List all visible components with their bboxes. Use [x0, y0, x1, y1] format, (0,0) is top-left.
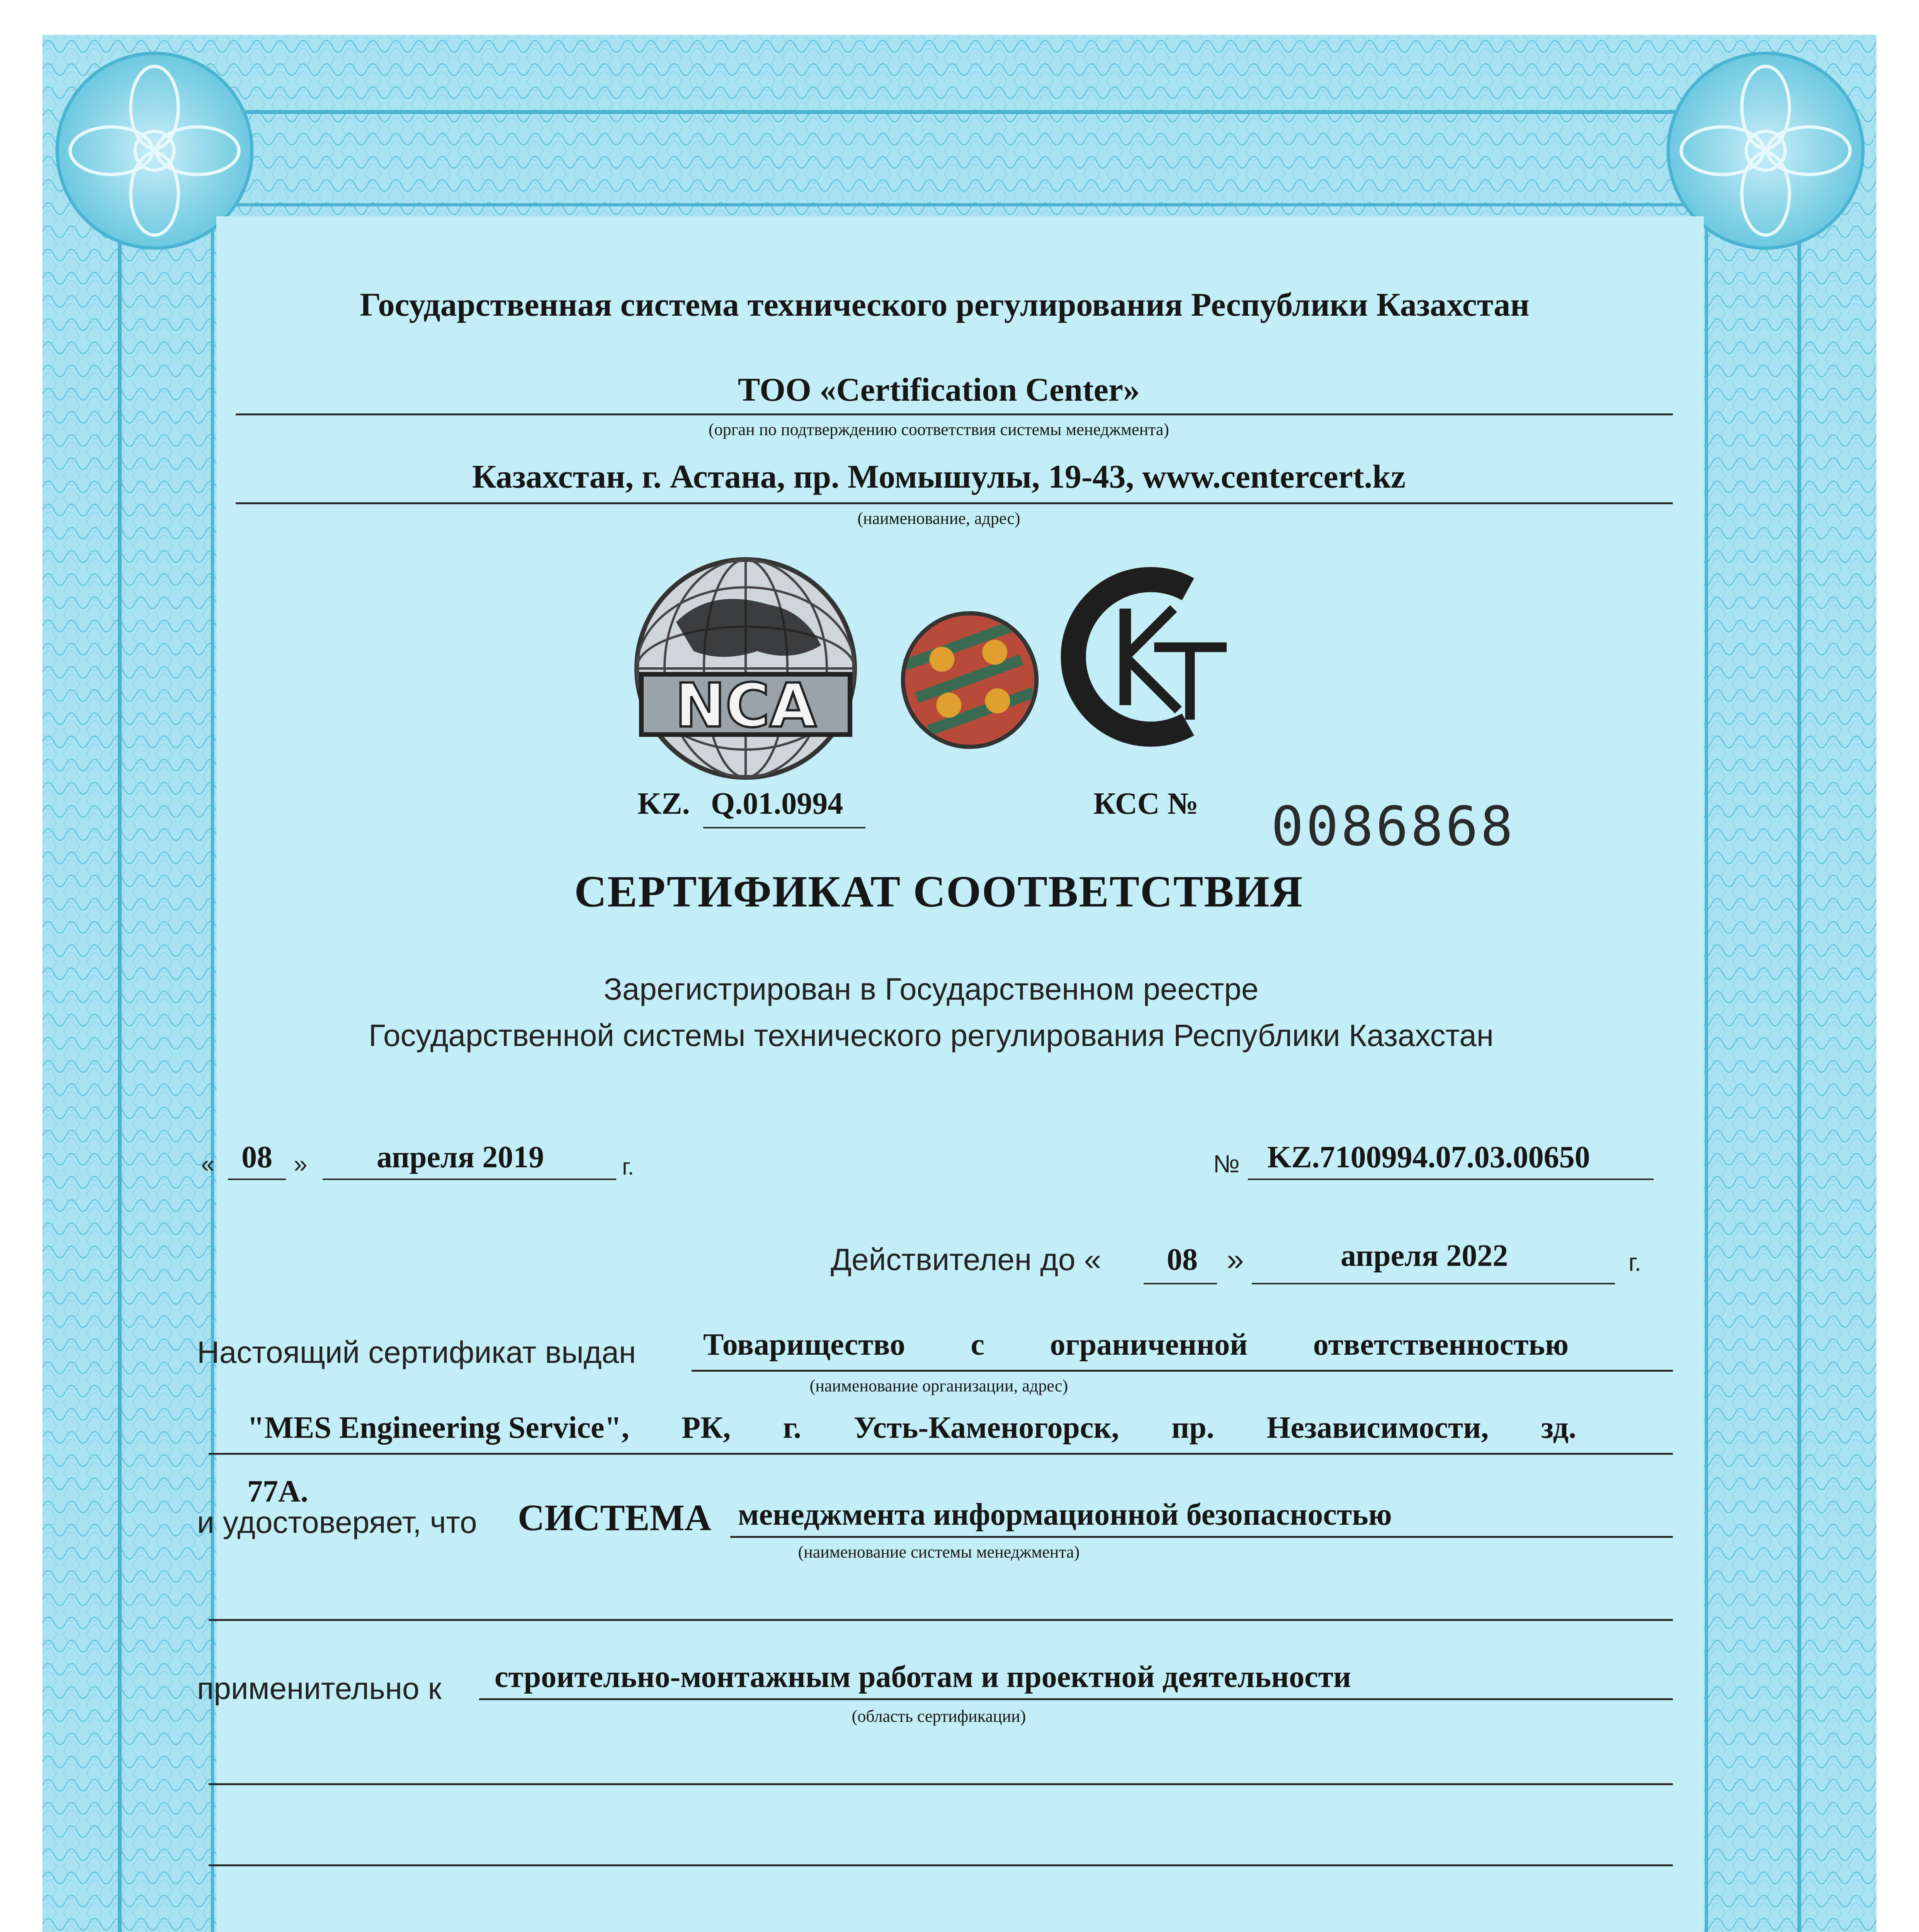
issued-to-word: г. — [783, 1411, 801, 1445]
certificate-number: KZ.7100994.07.03.00650 — [1267, 1140, 1590, 1174]
issue-day: 08 — [241, 1140, 272, 1174]
kss-label: КСС № — [1093, 787, 1198, 821]
scope-label: применительно к — [197, 1671, 442, 1706]
nca-globe-logo — [626, 553, 865, 784]
issued-to-line-1 — [703, 1329, 1569, 1360]
system-caption: (наименование системы менеджмента) — [798, 1543, 1080, 1561]
issue-quote-open: « — [201, 1150, 215, 1178]
system-underline — [730, 1536, 1673, 1538]
valid-date-underline — [1252, 1283, 1615, 1284]
org-caption: (орган по подтверждению соответствия системы менеджмента) — [708, 420, 1169, 439]
issue-date-underline — [323, 1179, 616, 1180]
kz-label: KZ. — [637, 787, 690, 821]
valid-day-underline — [1144, 1283, 1217, 1284]
kt-logo-text: KT — [1043, 550, 1045, 551]
nca-logo-text: NCA — [675, 670, 816, 741]
issue-day-underline — [228, 1179, 286, 1180]
blank-line — [209, 1783, 1673, 1785]
issued-to-word: РК, — [682, 1411, 731, 1445]
scope-caption: (область сертификации) — [852, 1707, 1026, 1726]
scope-value: строительно-монтажным работам и проектной деятельности — [495, 1660, 1351, 1694]
issued-to-line-3: 77А. — [247, 1475, 308, 1509]
issue-quote-close: » — [294, 1150, 308, 1178]
blank-line — [209, 1864, 1673, 1866]
issued-to-word: Товарищество — [703, 1328, 906, 1362]
issue-year-suffix: г. — [622, 1154, 634, 1180]
kz-underline — [703, 827, 865, 828]
blank-line — [209, 1619, 1673, 1621]
issued-to-word: ограниченной — [1050, 1328, 1248, 1362]
kz-number: Q.01.0994 — [711, 787, 843, 821]
address-caption: (наименование, адрес) — [857, 509, 1020, 528]
registered-line-2: Государственной системы технического регулирования Республики Казахстан — [369, 1018, 1494, 1053]
issued-to-word: пр. — [1171, 1411, 1214, 1445]
issued-to-caption: (наименование организации, адрес) — [809, 1376, 1068, 1395]
issued-to-word: Независимости, — [1266, 1411, 1489, 1445]
issued-to-underline — [209, 1453, 1673, 1455]
issued-to-word: "MES Engineering Service", — [247, 1411, 629, 1445]
issued-to-label: Настоящий сертификат выдан — [197, 1335, 636, 1369]
system-title: Государственная система технического регулирования Республики Казахстан — [360, 286, 1530, 323]
issued-to-word: Усть-Каменогорск, — [853, 1411, 1119, 1445]
issued-to-underline — [692, 1370, 1673, 1372]
kt-conformity-mark — [1043, 549, 1236, 765]
registered-line-1: Зарегистрирован в Государственном реестре — [603, 972, 1259, 1006]
issued-to-word: зд. — [1541, 1411, 1576, 1445]
certificate-title: СЕРТИФИКАТ СООТВЕТСТВИЯ — [574, 867, 1304, 917]
org-name: ТОО «Certification Center» — [738, 371, 1140, 408]
certificate-number-label: № — [1213, 1150, 1240, 1178]
system-value: менеджмента информационной безопасностью — [738, 1498, 1392, 1532]
kss-number: 0086868 — [1271, 795, 1516, 858]
issued-to-word: ответственностью — [1313, 1328, 1569, 1362]
issue-month-year: апреля 2019 — [377, 1140, 544, 1174]
divider — [236, 413, 1673, 415]
hologram-sticker — [900, 611, 1039, 750]
certificate-number-underline — [1248, 1179, 1654, 1180]
org-address: Казахстан, г. Астана, пр. Момышулы, 19-43, www.centercert.kz — [472, 458, 1406, 495]
valid-year-suffix: г. — [1628, 1248, 1642, 1276]
valid-until-label: Действителен до « — [831, 1242, 1101, 1277]
valid-quote-close: » — [1227, 1242, 1244, 1277]
issued-to-line-2 — [247, 1412, 1576, 1443]
system-keyword: СИСТЕМА — [518, 1497, 712, 1538]
scope-underline — [479, 1698, 1673, 1700]
valid-until-day: 08 — [1167, 1243, 1198, 1277]
valid-until-month-year: апреля 2022 — [1341, 1239, 1508, 1273]
issued-to-word: с — [971, 1328, 984, 1362]
certifies-label: и удостоверяет, что — [197, 1505, 477, 1539]
divider — [236, 502, 1673, 504]
